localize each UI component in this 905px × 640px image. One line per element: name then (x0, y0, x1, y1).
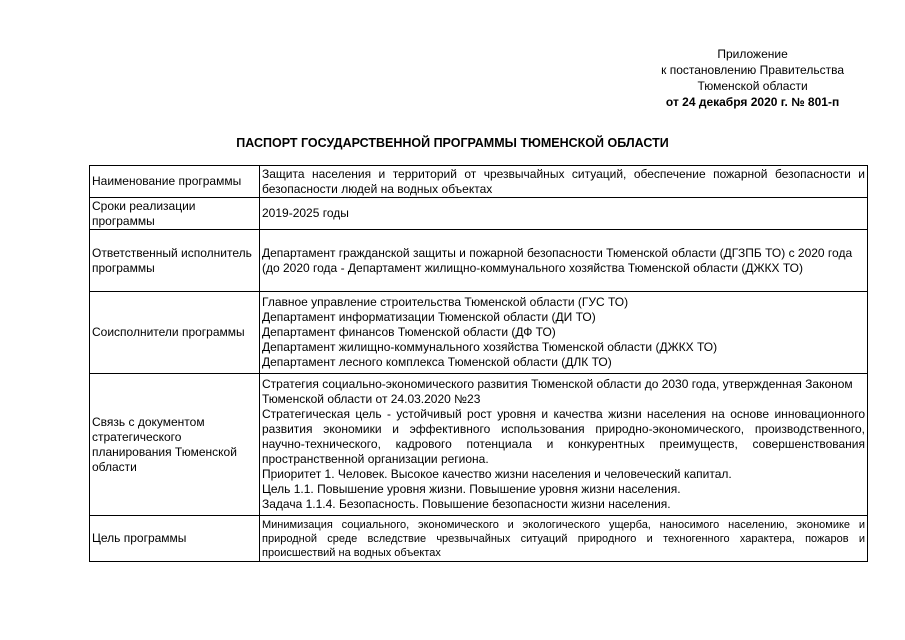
strategy-priority: Приоритет 1. Человек. Высокое качество жизни населения и человеческий капитал. (262, 467, 732, 481)
strategy-target: Цель 1.1. Повышение уровня жизни. Повышение уровня жизни населения. (262, 482, 681, 496)
table-row-responsible (90, 230, 868, 292)
row-value: Минимизация социального, экономического и экологического ущерба, наносимого населению, экономике и природной среде вследствие чрезвычайных ситуаций природного и техногенного характера, пожаров и происшествий на водных объектах (260, 516, 868, 562)
table-row-co-executors (90, 292, 868, 374)
strategy-goal: Стратегическая цель - устойчивый рост уровня и качества жизни населения на основе инновационного развития экономики и эффективного использования природно-экономического, производственного, научно-технического, кадрового потенциала и конкурентных преимуществ, совершенствования пространственной организации региона. (262, 407, 865, 466)
row-label: Цель программы (90, 516, 260, 562)
list-item: Департамент информатизации Тюменской области (ДИ ТО) (262, 310, 596, 324)
table-row-strategy-link (90, 374, 868, 516)
row-label: Связь с документом стратегического планирования Тюменской области (90, 374, 260, 516)
passport-table (89, 165, 868, 562)
table-row-program-name (90, 166, 868, 198)
strategy-task: Задача 1.1.4. Безопасность. Повышение безопасности жизни населения. (262, 497, 671, 511)
row-label: Соисполнители программы (90, 292, 260, 374)
list-item: Департамент финансов Тюменской области (ДФ ТО) (262, 325, 556, 339)
annex-decree-date: от 24 декабря 2020 г. № 801-п (665, 95, 840, 109)
annex-line-3: Тюменской области (697, 79, 808, 93)
table-row-period (90, 198, 868, 230)
annex-block (661, 46, 844, 110)
list-item: Главное управление строительства Тюменской области (ГУС ТО) (262, 295, 629, 309)
table-row-program-goal (90, 516, 868, 562)
row-label: Сроки реализации программы (90, 198, 260, 230)
responsible-previous: (до 2020 года - Департамент жилищно-коммунального хозяйства Тюменской области (ДЖКХ ТО) (262, 260, 804, 275)
row-value (260, 374, 868, 516)
row-value: 2019-2025 годы (260, 198, 868, 230)
row-value (260, 292, 868, 374)
list-item: Департамент лесного комплекса Тюменской области (ДЛК ТО) (262, 355, 612, 369)
row-label: Ответственный исполнитель программы (90, 230, 260, 292)
strategy-document: Стратегия социально-экономического развития Тюменской области до 2030 года, утвержденная Законом Тюменской области от 24.03.2020 №23 (262, 377, 853, 406)
row-value (260, 230, 868, 292)
row-value: Защита населения и территорий от чрезвычайных ситуаций, обеспечение пожарной безопасности и безопасности людей на водных объектах (260, 166, 868, 198)
document-title: ПАСПОРТ ГОСУДАРСТВЕННОЙ ПРОГРАММЫ ТЮМЕНСКОЙ ОБЛАСТИ (236, 136, 669, 150)
annex-line-1: Приложение (717, 47, 788, 61)
responsible-current: Департамент гражданской защиты и пожарной безопасности Тюменской области (ДГЗПБ ТО) с 2020 года (262, 245, 853, 260)
list-item: Департамент жилищно-коммунального хозяйства Тюменской области (ДЖКХ ТО) (262, 340, 718, 354)
annex-line-2: к постановлению Правительства (661, 63, 844, 77)
row-label: Наименование программы (90, 166, 260, 198)
